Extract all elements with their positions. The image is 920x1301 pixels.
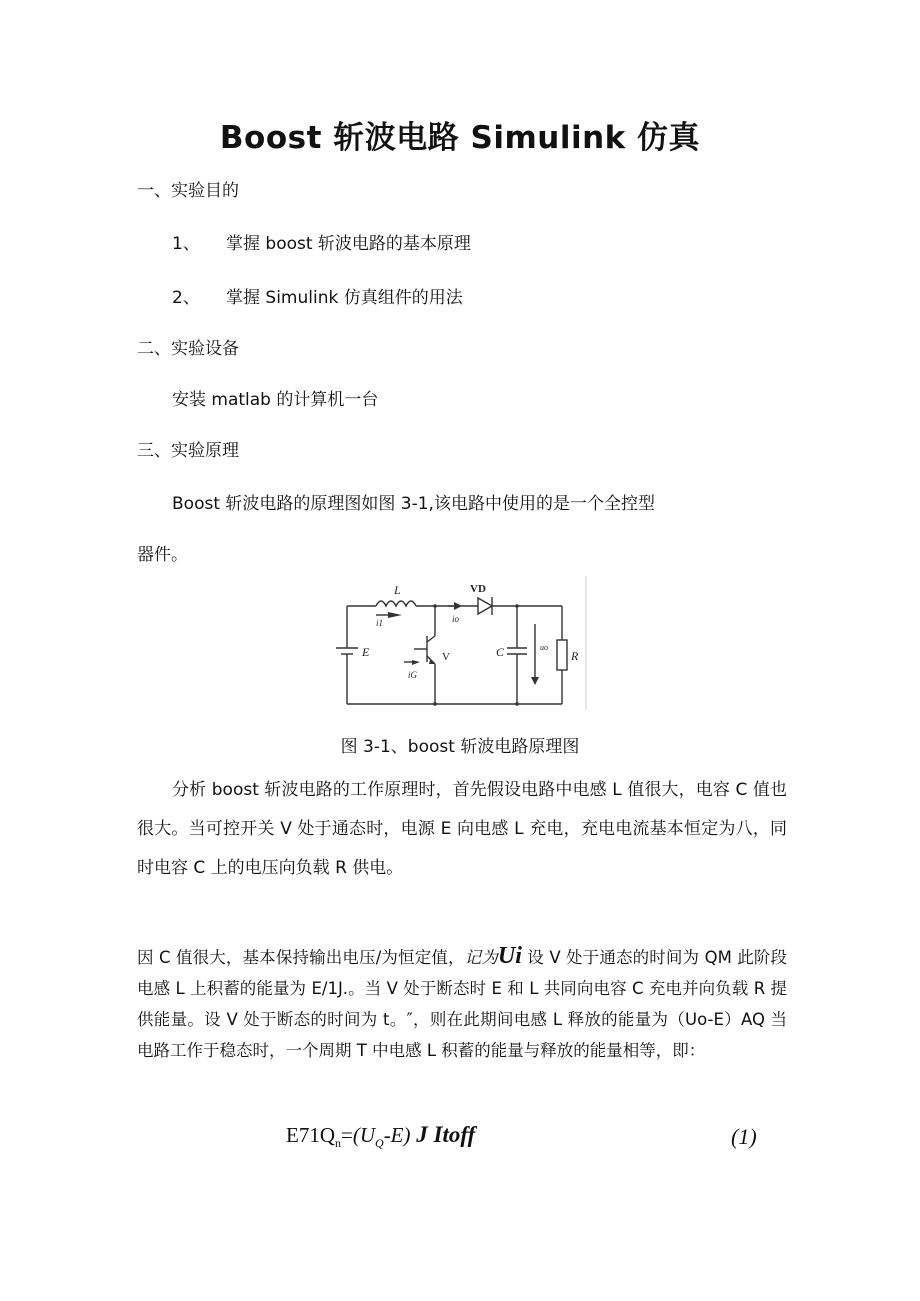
purpose-item-1-number: 1、 [172,234,200,254]
section-heading-principle: 三、实验原理 [137,441,239,461]
paragraph-2 [137,941,787,1066]
section-heading-equipment: 二、实验设备 [137,339,239,359]
equation-1 [286,1122,475,1151]
formula-rhs: J Itoff [410,1122,476,1147]
section-heading-purpose: 一、实验目的 [137,181,239,201]
formula-mid: (U [352,1123,376,1147]
purpose-item-1-text: 掌握 boost 斩波电路的基本原理 [226,234,471,254]
label-L: L [394,583,401,597]
label-V: V [442,651,450,663]
label-VD: VD [470,583,486,595]
formula-equals: = [341,1123,353,1147]
label-C: C [496,645,505,659]
label-io: io [452,614,460,624]
paragraph-2-italic: 记为 [464,948,498,967]
purpose-item-2-text: 掌握 Simulink 仿真组件的用法 [226,288,463,308]
principle-intro-line2: 器件。 [137,545,188,565]
paragraph-1: 分析 boost 斩波电路的工作原理时，首先假设电路中电感 L 值很大，电容 C 值也很大。当可控开关 V 处于通态时，电源 E 向电感 L 充电，充电电流基本恒定为八，同时电容 C 上的电压向负载 R 供电。 [137,780,787,878]
boost-circuit-diagram [330,574,588,712]
label-uo: uo [540,643,548,652]
equation-number: (1) [731,1124,757,1149]
label-iG: iG [408,670,417,680]
figure-caption: 图 3-1、boost 斩波电路原理图 [340,737,580,757]
label-R: R [571,649,579,663]
paragraph-2-symbol: Ui [497,943,522,969]
formula-lhs-sub: n [335,1136,341,1151]
purpose-item-2-number: 2、 [172,288,200,308]
label-i1: i1 [376,618,384,628]
label-E: E [362,645,370,659]
equipment-text: 安装 matlab 的计算机一台 [172,390,379,410]
formula-mid-end: -E) [383,1123,411,1147]
paragraph-2-part1: 因 C 值很大，基本保持输出电压/为恒定值， [137,948,465,967]
principle-intro-line1: Boost 斩波电路的原理图如图 3-1,该电路中使用的是一个全控型 [172,494,655,514]
paragraph-2-part2: 设 V 处于通态的时间为 QM 此阶段电感 L 上积蓄的能量为 E/1J.。当 V 处于断态时 E 和 L 共同向电容 C 充电并向负载 R 提供能量。设 V 处于断态的时间为 t。″，则在此期间电感 L 释放的能量为（Uo-E）AQ 当电路工作于稳态时，一个周期 T 中电感 L 积蓄的能量与释放的能量相等，即： [137,948,787,1060]
formula-mid-sub: Q [375,1136,384,1151]
page-title: Boost 斩波电路 Simulink 仿真 [219,120,701,156]
formula-lhs: E71Q [286,1123,335,1147]
